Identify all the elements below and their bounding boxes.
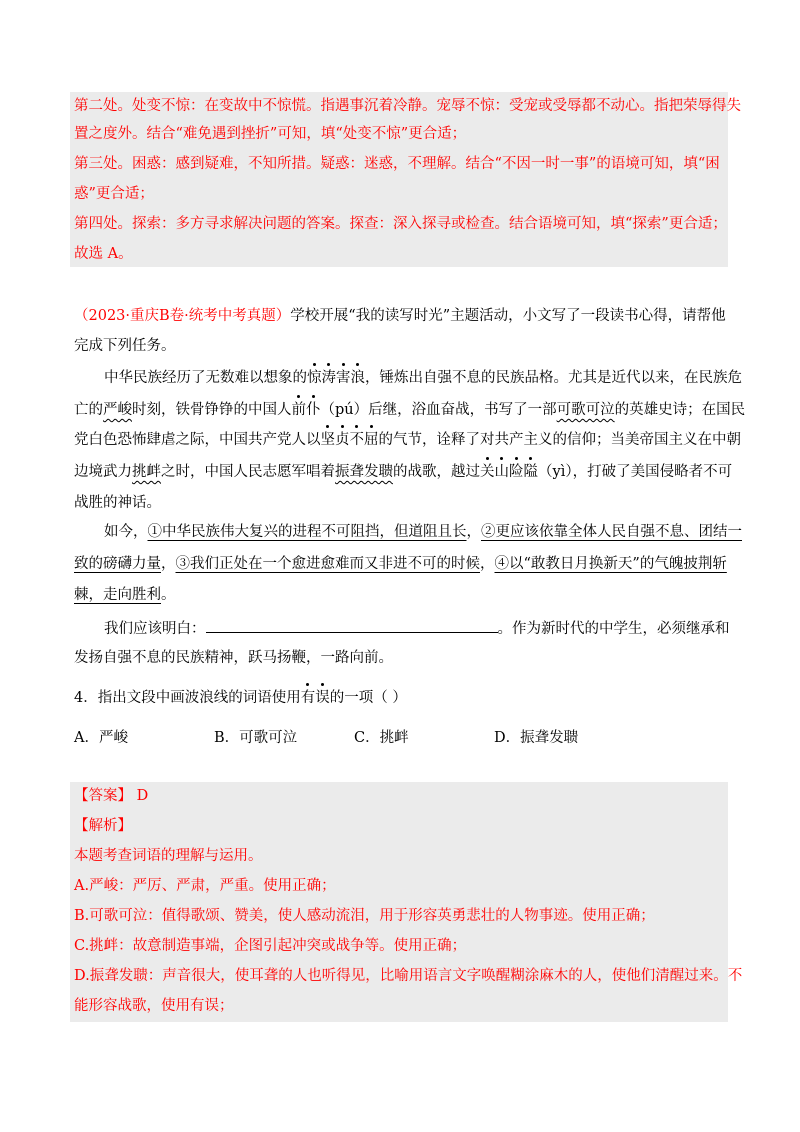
option-a[interactable]: A．严峻 — [74, 730, 128, 746]
question-intro-text: 学校开展“我的读写时光”主题活动，小文写了一段读书心得，请帮他 — [290, 308, 726, 324]
underlined-sentence-4: ④以“敢教日月换新天”的气魄披荆斩 — [494, 556, 727, 572]
underlined-sentence-4-cont: 棘，走向胜利 — [74, 587, 161, 603]
dotted-char: 关 — [480, 464, 495, 480]
dotted-char: 隘 — [523, 464, 538, 480]
dotted-char: 涛 — [321, 370, 336, 386]
passage-p3-line-1: 我们应该明白： 。作为新时代的中学生，必须继承和 — [104, 616, 754, 639]
passage-line-2: 亡的严峻时刻，铁骨铮铮的中国人前仆（pú）后继，浴血奋战，书写了一部可歌可泣的英雄史诗；在国民 — [74, 402, 746, 418]
dotted-word — [307, 370, 365, 386]
dotted-char: 前 — [291, 402, 306, 418]
passage-line-1: 中华民族经历了无数难以想象的惊涛害浪，锤炼出自强不息的民族品格。尤其是近代以来，在民族危 — [104, 370, 742, 386]
answer-analysis-line-4: C.挑衅：故意制造事端，企图引起冲突或战争等。使用正确； — [74, 938, 467, 954]
answer-value: D — [132, 788, 149, 804]
analysis-label: 【解析】 — [74, 818, 132, 834]
question-source: （2023·重庆B卷·统考中考真题） — [74, 308, 291, 324]
analysis-line-3: 第三处。困惑：感到疑难，不知所措。疑惑：迷惑，不理解。结合“不因一时一事”的语境可知，填“困 — [74, 156, 720, 172]
question-4-options — [74, 728, 578, 748]
wavy-word-zhenlongfakui: 振聋发聩 — [335, 464, 393, 480]
answer-analysis-line-5: D.振聋发聩：声音很大，使耳聋的人也听得见，比喻用语言文字唤醒糊涂麻木的人，使他们清醒过来。不 — [74, 968, 743, 984]
passage-line-3: 党白色恐怖肆虐之际，中国共产党人以坚贞不屈的气节，诠释了对共产主义的信仰；当美帝国主义在中朝 — [74, 432, 741, 448]
dotted-char: 险 — [509, 464, 524, 480]
option-b[interactable]: B．可歌可泣 — [214, 730, 298, 746]
answer-box — [70, 782, 728, 1022]
dotted-char: 害 — [336, 370, 351, 386]
passage-p2-line-1: 如今，①中华民族伟大复兴的进程不可阻挡，但道阻且长，②更应该依靠全体人民自强不息、团结一 — [104, 524, 742, 540]
dotted-char: 贞 — [335, 432, 350, 448]
question-4-stem: 4．指出文段中画波浪线的词语使用有误的一项（ ） — [74, 690, 407, 706]
passage-line-5: 战胜的神话。 — [74, 495, 161, 511]
answer-analysis-line-1: 本题考查词语的理解与运用。 — [74, 848, 263, 864]
dotted-word — [321, 432, 379, 448]
underlined-sentence-3: ③我们正处在一个愈进愈难而又非进不可的时候 — [175, 556, 480, 572]
option-d[interactable]: D．振聋发聩 — [494, 730, 579, 746]
analysis-box-top — [70, 92, 728, 267]
dotted-word — [292, 402, 321, 418]
question-intro-line-1 — [74, 306, 726, 326]
analysis-line-4: 惑”更合适； — [74, 186, 154, 202]
wavy-word-yanjun: 严峻 — [103, 402, 132, 418]
underlined-sentence-2-cont: 致的磅礴力量 — [74, 556, 161, 572]
dotted-word — [480, 464, 538, 480]
question-intro-line-2: 完成下列任务。 — [74, 338, 176, 354]
analysis-line-2: 置之度外。结合“难免遇到挫折”可知，填“处变不惊”更合适； — [74, 126, 467, 142]
wavy-word-kegekeqi: 可歌可泣 — [556, 402, 615, 418]
wavy-word-tiaoxin: 挑衅 — [132, 464, 161, 480]
dotted-char: 惊 — [307, 370, 322, 386]
fill-blank[interactable] — [206, 616, 498, 633]
underlined-sentence-2: ②更应该依靠全体人民自强不息、团结一 — [481, 524, 742, 540]
passage-line-4: 边境武力挑衅之时，中国人民志愿军唱着振聋发聩的战歌，越过关山险隘（yì），打破了美国侵略者不可 — [74, 464, 733, 480]
answer-analysis-line-3: B.可歌可泣：值得歌颂、赞美，使人感动流泪，用于形容英勇悲壮的人物事迹。使用正确； — [74, 908, 655, 924]
option-c[interactable]: C．挑衅 — [354, 730, 409, 746]
answer-analysis-line-6: 能形容战歌，使用有误； — [74, 998, 234, 1014]
dotted-char: 浪 — [350, 370, 365, 386]
dotted-word — [301, 690, 330, 706]
analysis-line-6: 故选 A。 — [74, 246, 133, 262]
passage-p3-line-2: 发扬自强不息的民族精神，跃马扬鞭，一路向前。 — [74, 650, 393, 666]
answer-line — [74, 786, 148, 806]
answer-label: 【答案】 — [74, 788, 132, 804]
dotted-char: 山 — [494, 464, 509, 480]
dotted-char: 误 — [315, 690, 330, 706]
dotted-char: 不 — [349, 432, 364, 448]
dotted-char: 有 — [300, 690, 316, 706]
answer-analysis-line-2: A.严峻：严厉、严肃，严重。使用正确； — [74, 878, 336, 894]
dotted-char: 坚 — [320, 432, 335, 448]
analysis-line-5: 第四处。探索：多方寻求解决问题的答案。探查：深入探寻或检查。结合语境可知，填“探索”更合适； — [74, 216, 727, 232]
underlined-sentence-1: ①中华民族伟大复兴的进程不可阻挡，但道阻且长 — [147, 524, 467, 540]
analysis-line-1: 第二处。处变不惊：在变故中不惊慌。指遇事沉着冷静。宠辱不惊：受宠或受辱都不动心。指把荣辱得失 — [74, 98, 741, 114]
passage-p2-line-3: 棘，走向胜利。 — [74, 587, 176, 603]
passage-p2-line-2: 致的磅礴力量，③我们正处在一个愈进愈难而又非进不可的时候，④以“敢教日月换新天”的气魄披荆斩 — [74, 556, 727, 572]
dotted-char: 屈 — [364, 432, 379, 448]
dotted-char: 仆 — [306, 402, 321, 418]
